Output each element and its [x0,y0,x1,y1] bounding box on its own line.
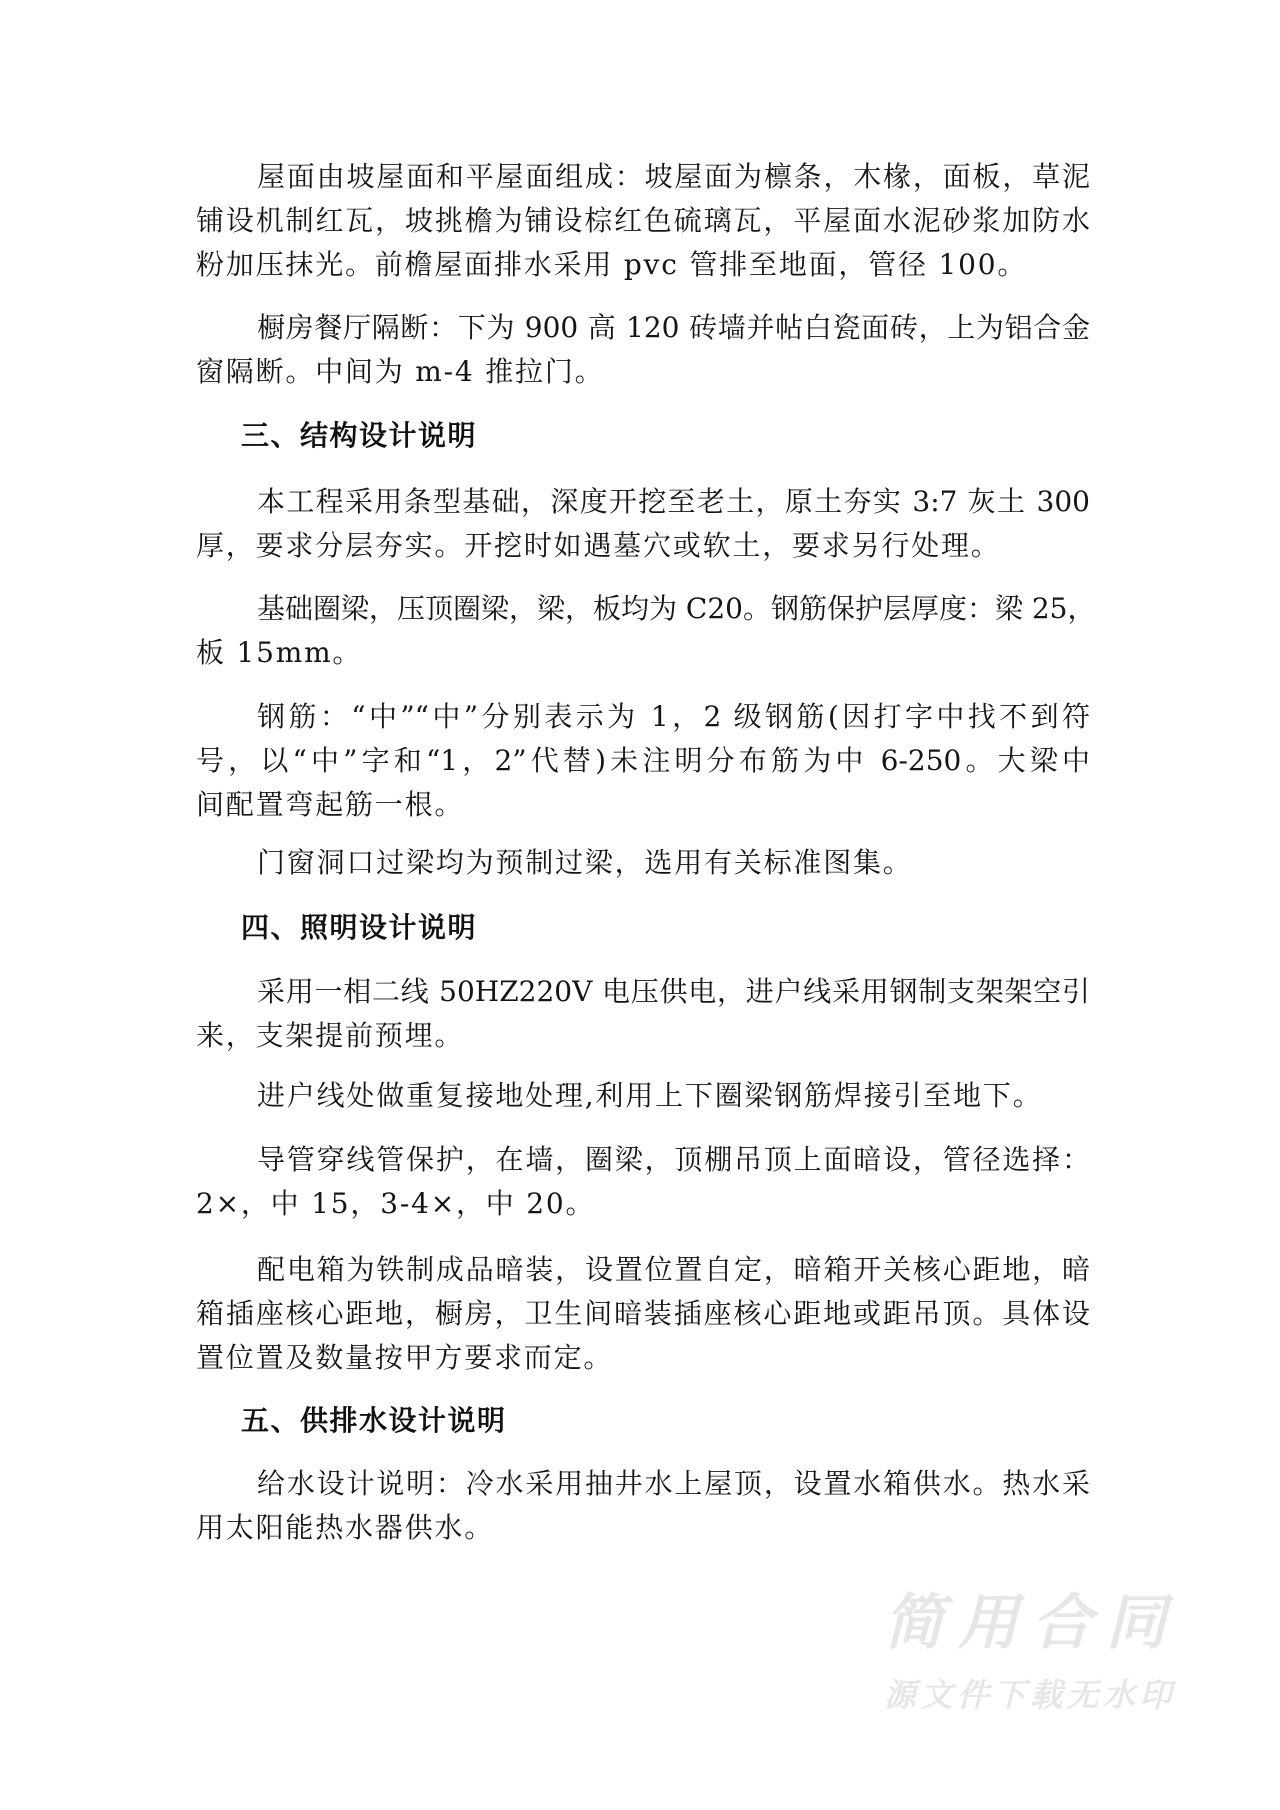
text-line: 门窗洞口过梁均为预制过梁，选用有关标准图集。 [257,846,913,879]
text-line: 屋面由坡屋面和平屋面组成：坡屋面为檩条，木椽，面板，草泥 [257,160,1090,193]
text-line: 进户线处做重复接地处理,利用上下圈梁钢筋焊接引至地下。 [257,1079,1043,1112]
text-line: 来，支架提前预埋。 [196,1019,465,1052]
text-line: 窗隔断。中间为 m-4 推拉门。 [196,355,605,388]
text-line: 号，以“中”字和“1，2”代替)未注明分布筋为中 6-250。大梁中 [196,744,1090,777]
text-line: 间配置弯起筋一根。 [196,788,465,821]
text-line: 箱插座核心距地，橱房，卫生间暗装插座核心距地或距吊顶。具体设 [196,1297,1090,1330]
paragraph-roof [196,155,1090,287]
watermark-subtitle: 源文件下载无水印 [884,1676,1177,1714]
section-heading-structure: 三、结构设计说明 [241,419,478,452]
paragraph-conduit [196,1138,1090,1226]
paragraph-lintel [196,841,1090,885]
text-line: 用太阳能热水器供水。 [196,1511,495,1544]
watermark-title: 简用合同 [884,1588,1180,1658]
paragraph-ring-beam [196,587,1096,675]
text-line: 钢筋：“中”“中”分别表示为 1，2 级钢筋(因打字中找不到符 [257,700,1090,733]
text-line: 2×，中 15，3-4×，中 20。 [196,1187,596,1220]
text-line: 本工程采用条型基础，深度开挖至老土，原土夯实 3:7 灰土 300 [257,485,1090,518]
paragraph-foundation [196,480,1090,568]
text-line: 采用一相二线 50HZ220V 电压供电，进户线采用钢制支架架空引 [257,975,1090,1008]
paragraph-grounding [196,1074,1090,1118]
paragraph-kitchen-partition [196,306,1090,394]
text-line: 给水设计说明：冷水采用抽井水上屋顶，设置水箱供水。热水采 [257,1467,1090,1500]
paragraph-water-supply [196,1462,1090,1550]
text-line: 粉加压抹光。前檐屋面排水采用 pvc 管排至地面，管径 100。 [196,248,1028,281]
section-heading-water: 五、供排水设计说明 [241,1404,507,1437]
paragraph-power-supply [196,970,1090,1058]
text-line: 橱房餐厅隔断：下为 900 高 120 砖墙并帖白瓷面砖，上为铝合金 [257,311,1090,344]
text-line: 板 15mm。 [196,636,363,669]
paragraph-rebar [196,695,1090,827]
watermark [884,1590,1184,1712]
text-line: 导管穿线管保护，在墙，圈梁，顶棚吊顶上面暗设，管径选择： [257,1143,1090,1176]
text-line: 配电箱为铁制成品暗装，设置位置自定，暗箱开关核心距地，暗 [257,1253,1090,1286]
paragraph-distribution-box [196,1248,1090,1380]
text-line: 基础圈梁，压顶圈梁，梁，板均为 C20。钢筋保护层厚度：梁 25， [257,592,1096,625]
section-heading-lighting: 四、照明设计说明 [241,911,478,944]
text-line: 厚，要求分层夯实。开挖时如遇墓穴或软土，要求另行处理。 [196,529,1001,562]
text-line: 置位置及数量按甲方要求而定。 [196,1341,614,1374]
text-line: 铺设机制红瓦，坡挑檐为铺设棕红色硫璃瓦，平屋面水泥砂浆加防水 [196,204,1090,237]
